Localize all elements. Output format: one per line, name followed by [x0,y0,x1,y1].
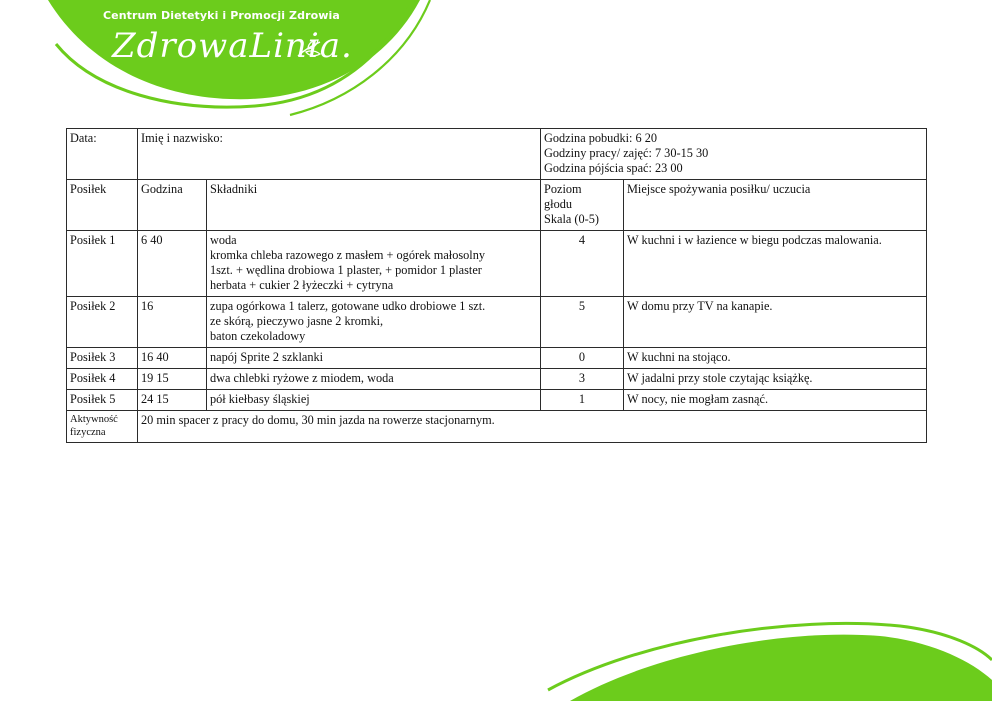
col-header-meal: Posiłek [67,180,138,231]
meal-ingredients: napój Sprite 2 szklanki [207,348,541,369]
leaf-icon [296,38,324,60]
meal-place: W domu przy TV na kanapie. [624,297,927,348]
activity-label: Aktywność fizyczna [67,411,138,443]
meal-place: W jadalni przy stole czytając książkę. [624,369,927,390]
food-diary-table [66,128,927,443]
meal-time: 16 [138,297,207,348]
meal-ingredients: zupa ogórkowa 1 talerz, gotowane udko drobiowe 1 szt. ze skórą, pieczywo jasne 2 kromki, baton czekoladowy [207,297,541,348]
meal-name: Posiłek 3 [67,348,138,369]
table-row [67,369,927,390]
schedule-cell [541,129,927,180]
date-label-cell: Data: [67,129,138,180]
col-header-ingredients: Składniki [207,180,541,231]
meal-hunger: 4 [541,231,624,297]
table-row [67,348,927,369]
meal-name: Posiłek 4 [67,369,138,390]
meal-hunger: 3 [541,369,624,390]
activity-value: 20 min spacer z pracy do domu, 30 min jazda na rowerze stacjonarnym. [138,411,927,443]
meal-time: 6 40 [138,231,207,297]
brand-logo: ZdrowaLinia. [112,26,353,66]
brand-subtitle: Centrum Dietetyki i Promocji Zdrowia [103,9,340,22]
meal-name: Posiłek 5 [67,390,138,411]
meal-hunger: 1 [541,390,624,411]
col-header-hour: Godzina [138,180,207,231]
table-row [67,390,927,411]
name-label-cell: Imię i nazwisko: [138,129,541,180]
info-row [67,129,927,180]
meal-time: 19 15 [138,369,207,390]
table-row [67,297,927,348]
meal-time: 24 15 [138,390,207,411]
meal-place: W kuchni i w łazience w biegu podczas malowania. [624,231,927,297]
table-row [67,231,927,297]
header-row [67,180,927,231]
meal-hunger: 5 [541,297,624,348]
footer-green-shape [570,635,992,701]
work-hours: Godziny pracy/ zajęć: 7 30-15 30 [544,146,709,160]
meal-name: Posiłek 2 [67,297,138,348]
meal-place: W kuchni na stojąco. [624,348,927,369]
meal-hunger: 0 [541,348,624,369]
col-header-place: Miejsce spożywania posiłku/ uczucia [624,180,927,231]
meal-ingredients: pół kiełbasy śląskiej [207,390,541,411]
meal-place: W nocy, nie mogłam zasnąć. [624,390,927,411]
wake-time: Godzina pobudki: 6 20 [544,131,658,145]
sleep-time: Godzina pójścia spać: 23 00 [544,161,683,175]
meal-name: Posiłek 1 [67,231,138,297]
meal-ingredients: dwa chlebki ryżowe z miodem, woda [207,369,541,390]
meal-ingredients: woda kromka chleba razowego z masłem + ogórek małosolny 1szt. + wędlina drobiowa 1 plaster, + pomidor 1 plaster herbata + cukier 2 łyżeczki + cytryna [207,231,541,297]
col-header-hunger: Poziom głodu Skala (0-5) [541,180,624,231]
activity-row [67,411,927,443]
meal-time: 16 40 [138,348,207,369]
